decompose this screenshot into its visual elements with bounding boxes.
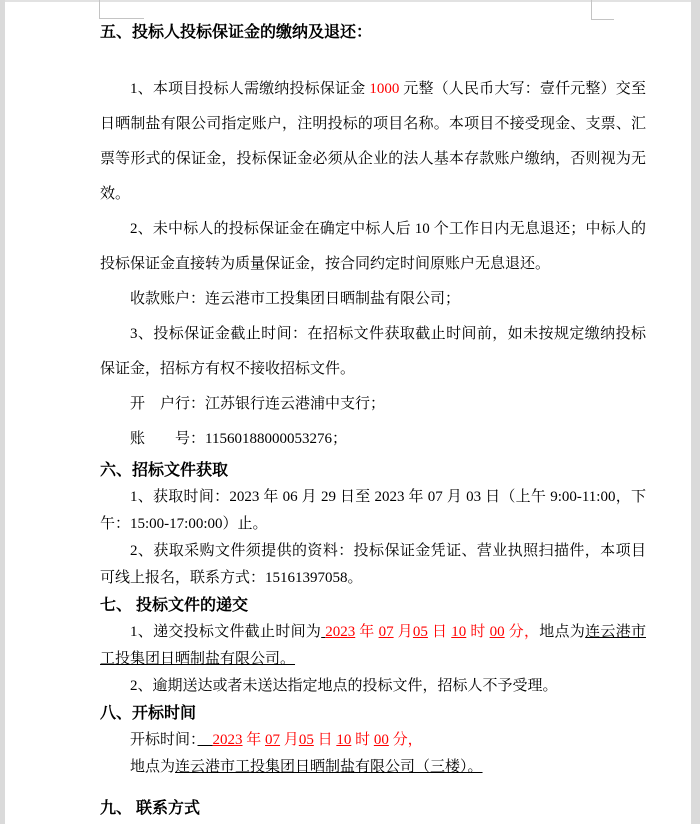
red-comma: ， [407,732,423,748]
section-heading-7: 七、 投标文件的递交 [100,597,249,614]
submission-year-value: 2023 [325,624,356,640]
page-right-edge [691,0,700,824]
margin-crop-mark-right-vertical [591,0,592,19]
document-content [100,22,646,822]
opening-year-value: 2023 [212,732,243,748]
month-unit: 月 [280,732,299,748]
submission-minute-value: 00 [489,624,505,640]
submission-hour-value: 10 [451,624,467,640]
red-comma: ， [523,624,540,640]
deposit-text-pre: 1、本项目投标人需缴纳投标保证金 [130,81,370,97]
hour-unit: 时 [466,624,490,640]
section-heading-9: 九、 联系方式 [100,800,201,817]
opening-hour-value: 10 [336,732,352,748]
opening-month-value: 07 [265,732,281,748]
minute-unit: 分 [388,732,408,748]
submission-place-value: 连云港市工投集团日晒制盐有限公司。 [100,624,646,667]
paragraph-account-number: 账 号：11560188000053276； [130,431,347,447]
opening-day-value: 05 [298,732,314,748]
margin-crop-mark-right-horizontal [591,19,614,20]
submission-day-value: 05 [412,624,428,640]
paragraph-payee-account: 收款账户：连云港市工投集团日晒制盐有限公司； [130,291,461,307]
paragraph-acquire-time: 1、获取时间：2023 年 06 月 29 日至 2023 年 07 月 03 日（上午 9:00-11:00，下午：15:00-17:00:00）止。 [100,489,646,532]
underlined-space [198,732,213,748]
page-top-edge [0,0,700,2]
deposit-text-post: 元整（人民币大写：壹仟元整）交至日晒制盐有限公司指定账户，注明投标的项目名称。本项目不接受现金、支票、汇票等形式的保证金，投标保证金必须从企业的法人基本存款账户缴纳，否则视为无效。 [100,81,646,202]
section-heading-8: 八、开标时间 [100,705,197,722]
year-unit: 年 [355,624,379,640]
section-heading-5: 五、投标人投标保证金的缴纳及退还： [100,24,373,41]
opening-time-label: 开标时间： [130,732,198,748]
submission-lead-text: 1、递交投标文件截止时间为 [130,624,322,640]
margin-crop-mark-left-horizontal [99,18,144,19]
opening-minute-value: 00 [373,732,389,748]
paragraph-acquire-materials: 2、获取采购文件须提供的资料：投标保证金凭证、营业执照扫描件，本项目可线上报名，联系方式：15161397058。 [100,543,646,586]
paragraph-late-submission: 2、逾期送达或者未送达指定地点的投标文件，招标人不予受理。 [130,678,558,694]
paragraph-submission-deadline [100,619,646,673]
paragraph-opening-time [100,727,646,754]
year-unit: 年 [242,732,266,748]
opening-place-value: 连云港市工投集团日晒制盐有限公司（三楼）。 [175,759,483,775]
section-heading-6: 六、招标文件获取 [100,462,229,479]
hour-unit: 时 [351,732,374,748]
month-unit: 月 [393,624,413,640]
paragraph-opening-place [100,754,646,781]
day-unit: 日 [313,732,337,748]
day-unit: 日 [427,624,452,640]
paragraph-deposit-amount [100,72,646,212]
paragraph-deposit-refund: 2、未中标人的投标保证金在确定中标人后 10 个工作日内无息退还；中标人的投标保证金直接转为质量保证金，按合同约定时间原账户无息退还。 [100,221,646,272]
submission-month-value: 07 [378,624,394,640]
submission-place-lead: 地点为 [539,624,586,640]
deposit-amount-value: 1000 [369,81,400,97]
minute-unit: 分 [504,624,524,640]
margin-crop-mark-left-vertical [99,0,100,18]
page-left-edge [0,0,5,824]
paragraph-bank-name: 开 户行：江苏银行连云港浦中支行； [130,396,386,412]
opening-place-lead: 地点为 [130,759,176,775]
paragraph-deposit-deadline: 3、投标保证金截止时间：在招标文件获取截止时间前，如未按规定缴纳投标保证金，招标方有权不接收招标文件。 [100,326,646,377]
